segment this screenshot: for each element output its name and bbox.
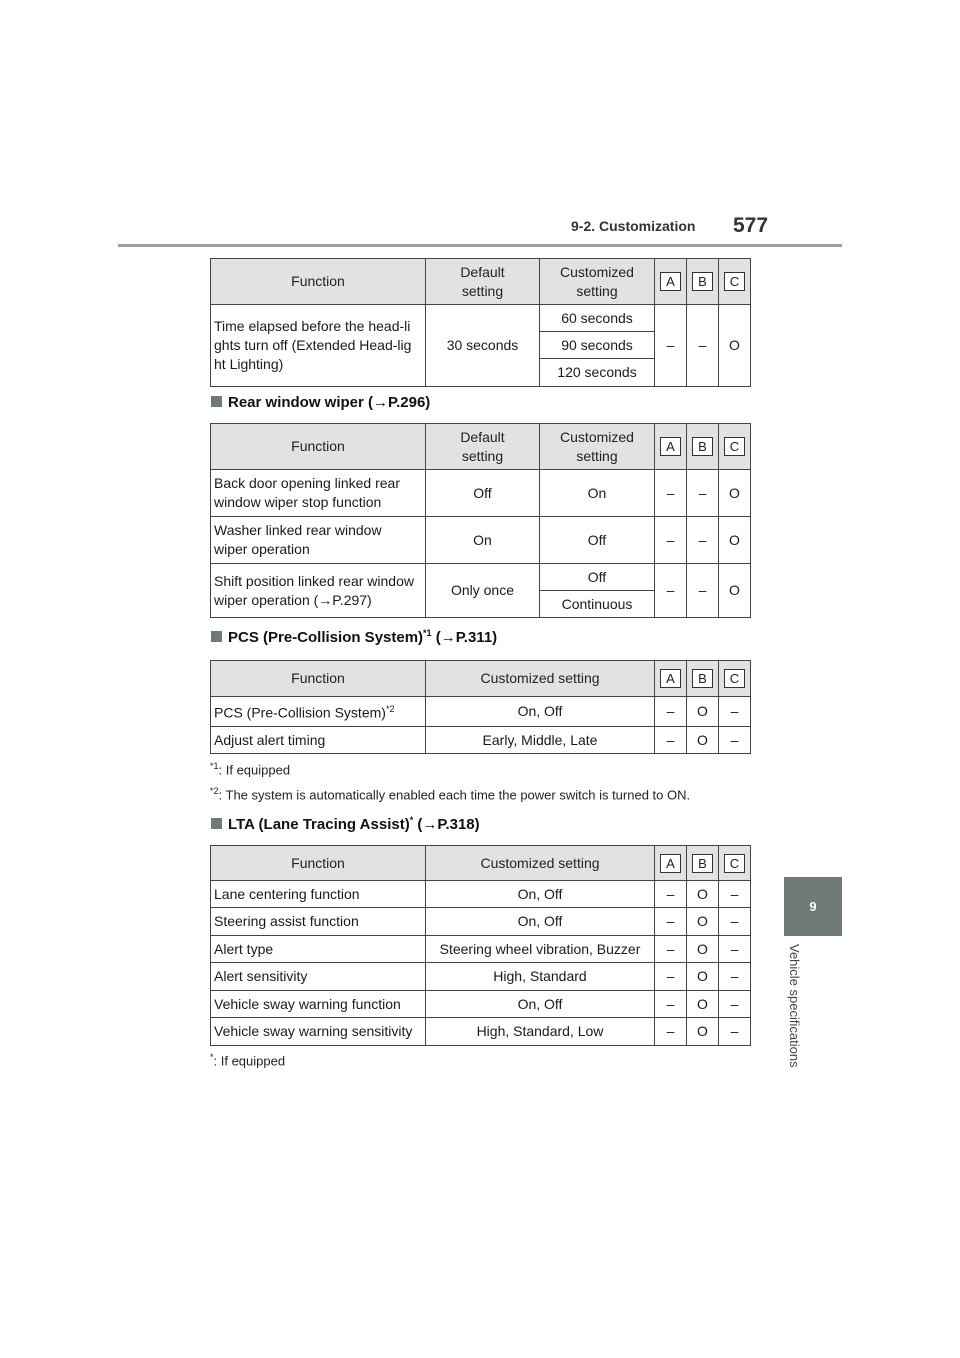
option-cell: 90 seconds <box>540 332 655 359</box>
c-cell: – <box>719 697 751 727</box>
section-title-text: Rear window wiper (→P.296) <box>228 394 431 411</box>
col-function: Function <box>211 661 426 697</box>
header-rule <box>118 244 842 247</box>
default-cell: 30 seconds <box>426 305 540 387</box>
col-b-label: B <box>692 272 713 291</box>
footnote-text: : If equipped <box>218 762 291 778</box>
footnote-mark: *1 <box>210 761 219 771</box>
col-custom-label: Customized setting <box>560 428 634 464</box>
col-default-label: Default setting <box>460 263 505 299</box>
custom-cell: On, Off <box>426 908 655 936</box>
a-cell: – <box>655 564 687 618</box>
custom-cell: On, Off <box>426 881 655 908</box>
section-title-text: LTA (Lane Tracing Assist) <box>228 816 410 833</box>
a-cell: – <box>655 991 687 1018</box>
b-cell: O <box>687 991 719 1018</box>
col-b <box>687 846 719 881</box>
col-b <box>687 661 719 697</box>
b-cell: – <box>687 305 719 387</box>
col-c-label: C <box>724 272 745 291</box>
custom-cell: Off <box>540 517 655 564</box>
table-row <box>211 697 751 727</box>
col-a-label: A <box>660 854 681 873</box>
function-cell: Alert type <box>211 936 426 963</box>
table-row <box>211 470 751 517</box>
col-function: Function <box>211 846 426 881</box>
a-cell: – <box>655 697 687 727</box>
col-b-label: B <box>692 437 713 456</box>
b-cell: O <box>687 936 719 963</box>
custom-cell: High, Standard <box>426 963 655 991</box>
a-cell: – <box>655 908 687 936</box>
function-cell: Vehicle sway warning function <box>211 991 426 1018</box>
lta-table <box>210 845 751 1046</box>
table-row <box>211 963 751 991</box>
function-text: Washer linked rear window wiper operation <box>214 522 382 557</box>
col-a <box>655 424 687 470</box>
headlight-table <box>210 258 751 387</box>
b-cell: O <box>687 963 719 991</box>
chapter-label-box <box>787 944 805 1094</box>
col-custom: Customized setting <box>426 661 655 697</box>
rear-wiper-table <box>210 423 751 618</box>
col-function: Function <box>211 424 426 470</box>
footnote-mark: * <box>409 815 414 825</box>
custom-cell: On, Off <box>426 991 655 1018</box>
col-a-label: A <box>660 272 681 291</box>
c-cell: O <box>719 564 751 618</box>
option-cell: 60 seconds <box>540 305 655 332</box>
function-cell: Back door opening linked rear window wiper stop function <box>211 470 426 517</box>
b-cell: – <box>687 517 719 564</box>
footnote-mark: * <box>210 1052 214 1062</box>
option-cell: Off <box>540 564 655 591</box>
function-cell: Lane centering function <box>211 881 426 908</box>
function-cell: Steering assist function <box>211 908 426 936</box>
function-text: PCS (Pre-Collision System) <box>214 704 386 721</box>
c-cell: – <box>719 1018 751 1046</box>
table-row <box>211 727 751 754</box>
b-cell: O <box>687 1018 719 1046</box>
page-number: 577 <box>733 214 769 237</box>
col-c <box>719 846 751 881</box>
c-cell: – <box>719 991 751 1018</box>
footnote-mark: *2 <box>385 704 395 715</box>
option-cell: Continuous <box>540 591 655 618</box>
b-cell: – <box>687 470 719 517</box>
col-c-label: C <box>724 669 745 688</box>
col-default-label: Default setting <box>460 428 505 464</box>
bullet-square-icon <box>211 818 222 829</box>
col-a <box>655 661 687 697</box>
function-cell <box>211 697 426 727</box>
col-b-label: B <box>692 669 713 688</box>
footnote-text: : The system is automatically enabled each time the power switch is turned to ON. <box>218 787 691 803</box>
custom-cell: Steering wheel vibration, Buzzer <box>426 936 655 963</box>
c-cell: – <box>719 727 751 754</box>
default-cell: Only once <box>426 564 540 618</box>
default-cell: On <box>426 517 540 564</box>
col-default <box>426 424 540 470</box>
c-cell: – <box>719 881 751 908</box>
footnote-text: : If equipped <box>213 1053 286 1069</box>
table-row <box>211 564 751 591</box>
table-row <box>211 1018 751 1046</box>
custom-cell: Early, Middle, Late <box>426 727 655 754</box>
function-cell: Adjust alert timing <box>211 727 426 754</box>
function-cell: Alert sensitivity <box>211 963 426 991</box>
col-a <box>655 846 687 881</box>
table-row <box>211 881 751 908</box>
chapter-number: 9 <box>809 899 817 914</box>
section-title-lta <box>211 815 480 833</box>
col-a <box>655 259 687 305</box>
b-cell: O <box>687 727 719 754</box>
pcs-table <box>210 660 751 754</box>
a-cell: – <box>655 517 687 564</box>
bullet-square-icon <box>211 396 222 407</box>
c-cell: O <box>719 305 751 387</box>
option-cell: 120 seconds <box>540 359 655 387</box>
a-cell: – <box>655 470 687 517</box>
a-cell: – <box>655 881 687 908</box>
function-cell: Vehicle sway warning sensitivity <box>211 1018 426 1046</box>
footnote-1 <box>210 761 290 777</box>
table-row <box>211 517 751 564</box>
chapter-tab <box>784 877 842 936</box>
function-cell <box>211 305 426 387</box>
page-reference: (→P.311) <box>431 629 498 646</box>
col-custom <box>540 259 655 305</box>
footnote-lta <box>210 1052 285 1068</box>
c-cell: – <box>719 936 751 963</box>
function-text: Shift position linked rear window wiper operation (→P.297) <box>214 572 414 608</box>
c-cell: O <box>719 517 751 564</box>
a-cell: – <box>655 936 687 963</box>
c-cell: O <box>719 470 751 517</box>
col-b <box>687 424 719 470</box>
col-c-label: C <box>724 854 745 873</box>
page-reference: (→P.318) <box>413 816 480 833</box>
a-cell: – <box>655 727 687 754</box>
c-cell: – <box>719 963 751 991</box>
col-c <box>719 259 751 305</box>
section-header: 9-2. Customization <box>571 218 696 234</box>
b-cell: – <box>687 564 719 618</box>
footnote-mark: *1 <box>423 628 432 638</box>
col-function: Function <box>211 259 426 305</box>
table-row <box>211 908 751 936</box>
col-custom: Customized setting <box>426 846 655 881</box>
section-title-text: PCS (Pre-Collision System) <box>228 629 424 646</box>
col-c <box>719 661 751 697</box>
col-c <box>719 424 751 470</box>
footnote-mark: *2 <box>210 786 219 796</box>
custom-cell: On, Off <box>426 697 655 727</box>
col-custom-label: Customized setting <box>560 263 634 299</box>
col-b <box>687 259 719 305</box>
function-text: Time elapsed before the head-lights turn off (Extended Head-light Lighting) <box>214 318 412 372</box>
col-custom <box>540 424 655 470</box>
chapter-label: Vehicle specifications <box>787 944 802 1068</box>
b-cell: O <box>687 881 719 908</box>
col-b-label: B <box>692 854 713 873</box>
bullet-square-icon <box>211 631 222 642</box>
a-cell: – <box>655 963 687 991</box>
table-row <box>211 936 751 963</box>
col-a-label: A <box>660 437 681 456</box>
custom-cell: On <box>540 470 655 517</box>
default-cell: Off <box>426 470 540 517</box>
b-cell: O <box>687 697 719 727</box>
a-cell: – <box>655 1018 687 1046</box>
section-title-rear-wiper <box>211 394 430 411</box>
c-cell: – <box>719 908 751 936</box>
section-title-pcs <box>211 628 497 646</box>
col-a-label: A <box>660 669 681 688</box>
a-cell: – <box>655 305 687 387</box>
b-cell: O <box>687 908 719 936</box>
custom-cell: High, Standard, Low <box>426 1018 655 1046</box>
col-c-label: C <box>724 437 745 456</box>
table-row <box>211 991 751 1018</box>
col-default <box>426 259 540 305</box>
function-cell <box>211 564 426 618</box>
function-cell <box>211 517 426 564</box>
footnote-2 <box>210 786 690 802</box>
